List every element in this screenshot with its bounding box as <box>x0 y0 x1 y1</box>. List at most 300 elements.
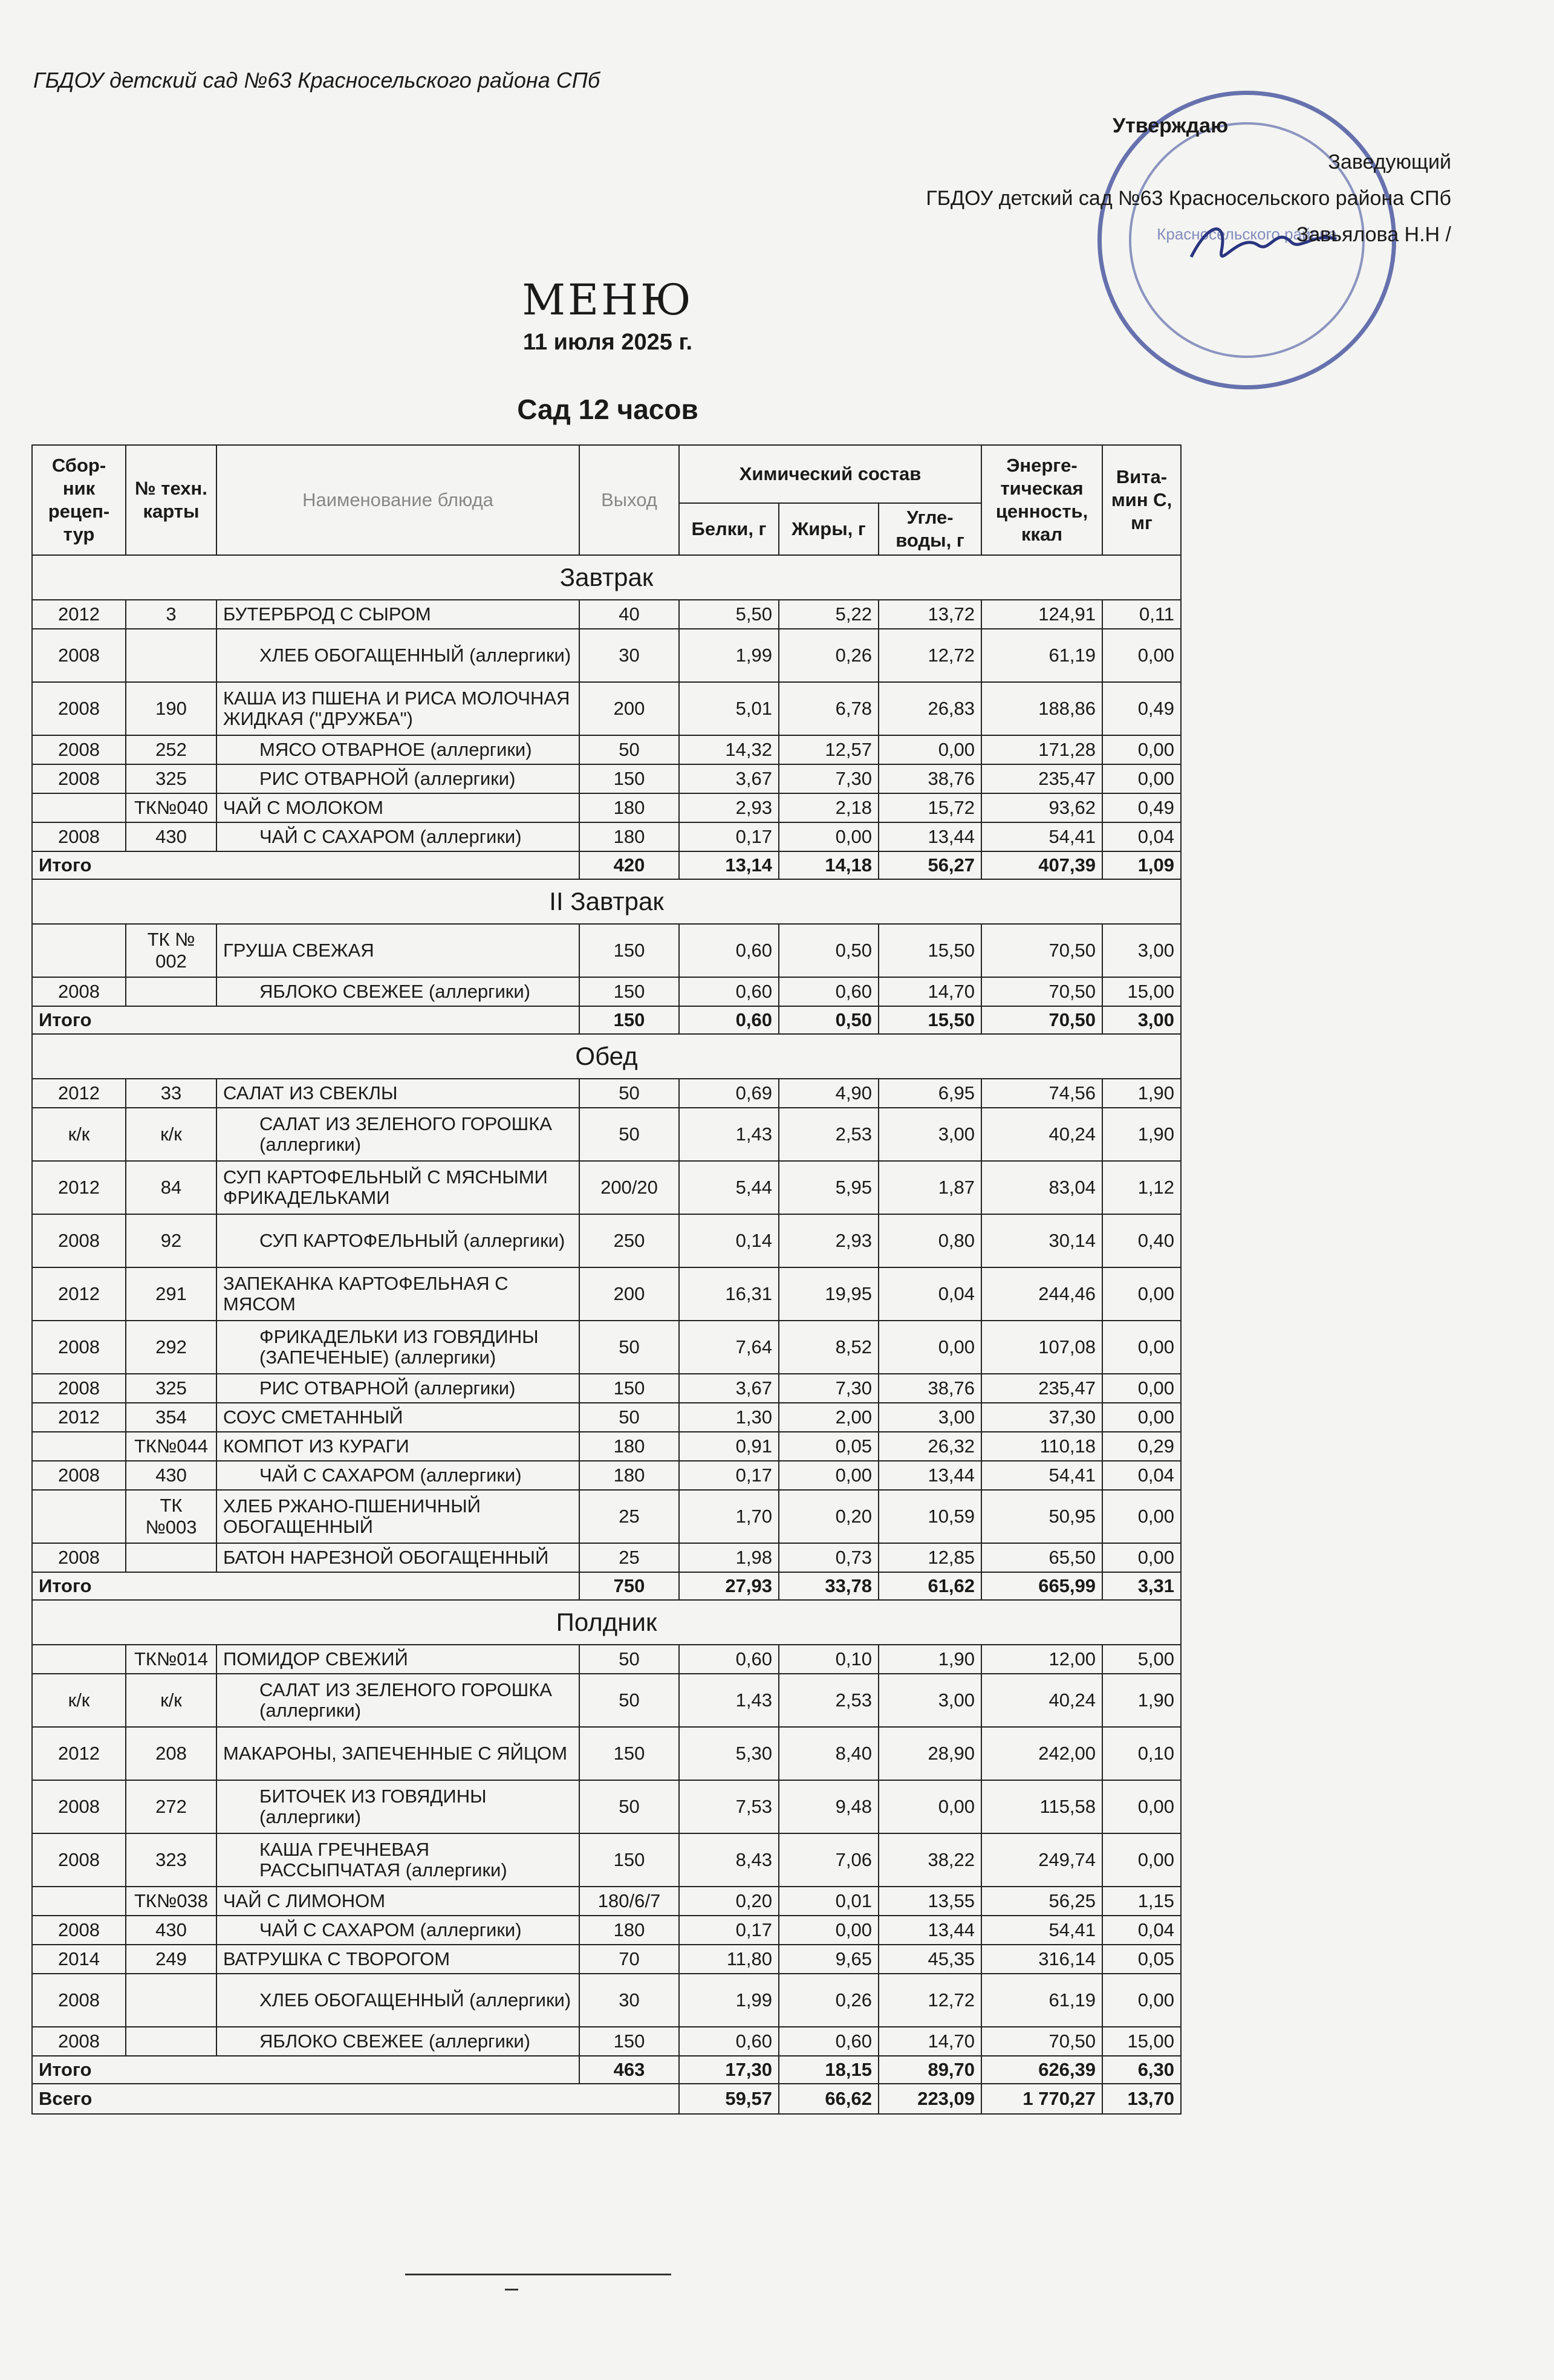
cell-card: 249 <box>126 1945 216 1974</box>
cell-dish: ЧАЙ С МОЛОКОМ <box>216 793 579 822</box>
cell-fat: 0,60 <box>779 977 879 1006</box>
cell-dish: ЧАЙ С САХАРОМ (аллергики) <box>216 1916 579 1945</box>
cell-collection: 2012 <box>32 1403 126 1432</box>
cell-dish: ГРУША СВЕЖАЯ <box>216 924 579 977</box>
cell-collection: 2008 <box>32 629 126 682</box>
cell-protein: 7,64 <box>679 1321 779 1374</box>
cell-dish: ЧАЙ С ЛИМОНОМ <box>216 1887 579 1916</box>
cell-fat: 0,00 <box>779 1461 879 1490</box>
table-row <box>32 1974 1181 2027</box>
cell-carbs: 3,00 <box>879 1403 981 1432</box>
cell-card: 325 <box>126 764 216 793</box>
total-fat: 18,15 <box>779 2056 879 2084</box>
total-label: Итого <box>32 1572 579 1600</box>
cell-vitamin: 0,00 <box>1102 1374 1181 1403</box>
table-row <box>32 822 1181 851</box>
cell-portion: 180/6/7 <box>579 1887 679 1916</box>
cell-carbs: 0,00 <box>879 1780 981 1833</box>
menu-date: 11 июля 2025 г. <box>522 330 693 355</box>
cell-fat: 0,00 <box>779 822 879 851</box>
cell-card: 3 <box>126 600 216 629</box>
cell-card: ТК№040 <box>126 793 216 822</box>
cell-card: 292 <box>126 1321 216 1374</box>
cell-card: 430 <box>126 1461 216 1490</box>
table-row <box>32 682 1181 735</box>
total-carbs: 61,62 <box>879 1572 981 1600</box>
cell-collection <box>32 924 126 977</box>
cell-portion: 50 <box>579 1079 679 1108</box>
cell-energy: 249,74 <box>981 1833 1102 1887</box>
cell-protein: 5,50 <box>679 600 779 629</box>
total-portion: 750 <box>579 1572 679 1600</box>
cell-portion: 50 <box>579 1674 679 1727</box>
cell-vitamin: 1,90 <box>1102 1108 1181 1161</box>
cell-dish: КОМПОТ ИЗ КУРАГИ <box>216 1432 579 1461</box>
cell-carbs: 38,22 <box>879 1833 981 1887</box>
cell-collection: 2008 <box>32 682 126 735</box>
cell-vitamin: 15,00 <box>1102 2027 1181 2056</box>
cell-portion: 150 <box>579 2027 679 2056</box>
cell-card: ТК№044 <box>126 1432 216 1461</box>
cell-energy: 235,47 <box>981 764 1102 793</box>
cell-collection: 2012 <box>32 600 126 629</box>
cell-energy: 70,50 <box>981 977 1102 1006</box>
cell-card <box>126 2027 216 2056</box>
menu-body <box>32 555 1181 2114</box>
cell-fat: 2,53 <box>779 1108 879 1161</box>
cell-dish: СОУС СМЕТАННЫЙ <box>216 1403 579 1432</box>
cell-portion: 50 <box>579 1321 679 1374</box>
cell-protein: 0,69 <box>679 1079 779 1108</box>
cell-collection: 2014 <box>32 1945 126 1974</box>
cell-portion: 50 <box>579 1780 679 1833</box>
table-row <box>32 735 1181 764</box>
cell-portion: 150 <box>579 1833 679 1887</box>
cell-energy: 54,41 <box>981 1461 1102 1490</box>
cell-portion: 150 <box>579 924 679 977</box>
footer-line <box>405 2274 671 2275</box>
cell-protein: 3,67 <box>679 764 779 793</box>
cell-energy: 40,24 <box>981 1108 1102 1161</box>
cell-protein: 0,14 <box>679 1214 779 1267</box>
cell-protein: 1,99 <box>679 1974 779 2027</box>
cell-protein: 8,43 <box>679 1833 779 1887</box>
cell-fat: 9,65 <box>779 1945 879 1974</box>
total-protein: 17,30 <box>679 2056 779 2084</box>
grand-total-energy: 1 770,27 <box>981 2084 1102 2114</box>
table-row <box>32 1403 1181 1432</box>
cell-energy: 242,00 <box>981 1727 1102 1780</box>
cell-carbs: 0,00 <box>879 1321 981 1374</box>
cell-collection: 2012 <box>32 1079 126 1108</box>
cell-energy: 171,28 <box>981 735 1102 764</box>
approval-name: Завьялова Н.Н / <box>1296 223 1451 246</box>
cell-portion: 50 <box>579 735 679 764</box>
cell-card: к/к <box>126 1108 216 1161</box>
cell-collection: 2008 <box>32 1833 126 1887</box>
cell-carbs: 26,83 <box>879 682 981 735</box>
table-row <box>32 1461 1181 1490</box>
table-row <box>32 1374 1181 1403</box>
total-carbs: 56,27 <box>879 851 981 879</box>
cell-dish: СУП КАРТОФЕЛЬНЫЙ С МЯСНЫМИ ФРИКАДЕЛЬКАМИ <box>216 1161 579 1214</box>
cell-card: 33 <box>126 1079 216 1108</box>
col-carbs: Угле-воды, г <box>879 503 981 555</box>
table-row <box>32 1543 1181 1572</box>
cell-collection: 2012 <box>32 1161 126 1214</box>
cell-carbs: 14,70 <box>879 977 981 1006</box>
cell-vitamin: 0,49 <box>1102 793 1181 822</box>
cell-dish: РИС ОТВАРНОЙ (аллергики) <box>216 764 579 793</box>
cell-energy: 56,25 <box>981 1887 1102 1916</box>
cell-protein: 11,80 <box>679 1945 779 1974</box>
cell-collection <box>32 1490 126 1543</box>
col-collection: Сбор-ник рецеп-тур <box>32 445 126 555</box>
cell-vitamin: 15,00 <box>1102 977 1181 1006</box>
cell-portion: 180 <box>579 1461 679 1490</box>
total-protein: 13,14 <box>679 851 779 879</box>
cell-carbs: 12,72 <box>879 629 981 682</box>
cell-portion: 250 <box>579 1214 679 1267</box>
cell-dish: САЛАТ ИЗ СВЕКЛЫ <box>216 1079 579 1108</box>
cell-dish: САЛАТ ИЗ ЗЕЛЕНОГО ГОРОШКА (аллергики) <box>216 1108 579 1161</box>
table-row <box>32 764 1181 793</box>
cell-dish: ЧАЙ С САХАРОМ (аллергики) <box>216 822 579 851</box>
menu-table <box>31 444 1182 2115</box>
cell-energy: 124,91 <box>981 600 1102 629</box>
cell-vitamin: 0,49 <box>1102 682 1181 735</box>
cell-energy: 61,19 <box>981 1974 1102 2027</box>
total-portion: 463 <box>579 2056 679 2084</box>
cell-dish: МЯСО ОТВАРНОЕ (аллергики) <box>216 735 579 764</box>
cell-protein: 0,17 <box>679 822 779 851</box>
cell-portion: 30 <box>579 1974 679 2027</box>
cell-protein: 1,70 <box>679 1490 779 1543</box>
col-card: № техн. карты <box>126 445 216 555</box>
cell-carbs: 13,55 <box>879 1887 981 1916</box>
cell-collection <box>32 1887 126 1916</box>
cell-carbs: 13,44 <box>879 822 981 851</box>
cell-vitamin: 0,00 <box>1102 1833 1181 1887</box>
cell-energy: 40,24 <box>981 1674 1102 1727</box>
cell-collection: 2008 <box>32 1974 126 2027</box>
cell-fat: 0,05 <box>779 1432 879 1461</box>
cell-fat: 0,01 <box>779 1887 879 1916</box>
cell-fat: 5,22 <box>779 600 879 629</box>
cell-carbs: 12,72 <box>879 1974 981 2027</box>
total-energy: 70,50 <box>981 1006 1102 1034</box>
cell-card <box>126 1543 216 1572</box>
cell-fat: 2,00 <box>779 1403 879 1432</box>
cell-portion: 150 <box>579 764 679 793</box>
total-vitamin: 3,31 <box>1102 1572 1181 1600</box>
cell-vitamin: 0,29 <box>1102 1432 1181 1461</box>
cell-protein: 0,60 <box>679 2027 779 2056</box>
cell-collection <box>32 1645 126 1674</box>
cell-fat: 6,78 <box>779 682 879 735</box>
cell-vitamin: 0,40 <box>1102 1214 1181 1267</box>
cell-fat: 2,18 <box>779 793 879 822</box>
approval-block <box>907 108 1451 253</box>
cell-fat: 0,00 <box>779 1916 879 1945</box>
grand-total-label: Всего <box>32 2084 679 2114</box>
total-energy: 665,99 <box>981 1572 1102 1600</box>
table-row <box>32 1945 1181 1974</box>
grand-total-carbs: 223,09 <box>879 2084 981 2114</box>
cell-collection: 2008 <box>32 977 126 1006</box>
cell-energy: 93,62 <box>981 793 1102 822</box>
cell-portion: 25 <box>579 1543 679 1572</box>
cell-carbs: 15,50 <box>879 924 981 977</box>
cell-vitamin: 1,90 <box>1102 1674 1181 1727</box>
cell-dish: ЯБЛОКО СВЕЖЕЕ (аллергики) <box>216 977 579 1006</box>
cell-carbs: 13,44 <box>879 1916 981 1945</box>
cell-fat: 5,95 <box>779 1161 879 1214</box>
total-vitamin: 6,30 <box>1102 2056 1181 2084</box>
total-carbs: 15,50 <box>879 1006 981 1034</box>
table-row <box>32 1833 1181 1887</box>
cell-energy: 12,00 <box>981 1645 1102 1674</box>
total-carbs: 89,70 <box>879 2056 981 2084</box>
cell-energy: 70,50 <box>981 924 1102 977</box>
cell-dish: ПОМИДОР СВЕЖИЙ <box>216 1645 579 1674</box>
cell-vitamin: 0,04 <box>1102 822 1181 851</box>
section-row <box>32 1600 1181 1645</box>
table-row <box>32 977 1181 1006</box>
cell-energy: 70,50 <box>981 2027 1102 2056</box>
cell-protein: 0,20 <box>679 1887 779 1916</box>
section-title: Полдник <box>32 1600 1181 1645</box>
cell-portion: 150 <box>579 1727 679 1780</box>
cell-protein: 14,32 <box>679 735 779 764</box>
cell-collection: 2012 <box>32 1727 126 1780</box>
cell-protein: 0,60 <box>679 924 779 977</box>
cell-vitamin: 0,05 <box>1102 1945 1181 1974</box>
cell-collection: 2008 <box>32 1321 126 1374</box>
cell-portion: 180 <box>579 1916 679 1945</box>
cell-energy: 65,50 <box>981 1543 1102 1572</box>
cell-protein: 7,53 <box>679 1780 779 1833</box>
cell-collection: 2008 <box>32 1214 126 1267</box>
table-row <box>32 1916 1181 1945</box>
cell-fat: 0,60 <box>779 2027 879 2056</box>
cell-collection: 2008 <box>32 1916 126 1945</box>
table-row <box>32 1161 1181 1214</box>
stamp-text: Красносельского района <box>1157 225 1337 243</box>
cell-protein: 0,91 <box>679 1432 779 1461</box>
cell-vitamin: 3,00 <box>1102 924 1181 977</box>
cell-portion: 150 <box>579 1374 679 1403</box>
cell-energy: 37,30 <box>981 1403 1102 1432</box>
total-vitamin: 1,09 <box>1102 851 1181 879</box>
cell-portion: 30 <box>579 629 679 682</box>
cell-fat: 9,48 <box>779 1780 879 1833</box>
cell-protein: 5,01 <box>679 682 779 735</box>
cell-dish: ФРИКАДЕЛЬКИ ИЗ ГОВЯДИНЫ (ЗАПЕЧЕНЫЕ) (аллергики) <box>216 1321 579 1374</box>
section-title: Завтрак <box>32 555 1181 600</box>
cell-card: ТК № 002 <box>126 924 216 977</box>
cell-vitamin: 0,00 <box>1102 1974 1181 2027</box>
total-row <box>32 1006 1181 1034</box>
cell-vitamin: 0,00 <box>1102 1403 1181 1432</box>
total-protein: 27,93 <box>679 1572 779 1600</box>
cell-card: 323 <box>126 1833 216 1887</box>
total-label: Итого <box>32 851 579 879</box>
grand-total-fat: 66,62 <box>779 2084 879 2114</box>
cell-portion: 180 <box>579 1432 679 1461</box>
cell-protein: 2,93 <box>679 793 779 822</box>
cell-vitamin: 0,00 <box>1102 1780 1181 1833</box>
cell-energy: 54,41 <box>981 822 1102 851</box>
cell-vitamin: 0,04 <box>1102 1461 1181 1490</box>
table-row <box>32 1267 1181 1321</box>
cell-protein: 1,99 <box>679 629 779 682</box>
cell-vitamin: 0,11 <box>1102 600 1181 629</box>
cell-fat: 7,30 <box>779 1374 879 1403</box>
total-fat: 14,18 <box>779 851 879 879</box>
table-row <box>32 1887 1181 1916</box>
total-portion: 150 <box>579 1006 679 1034</box>
total-row <box>32 1572 1181 1600</box>
cell-protein: 5,44 <box>679 1161 779 1214</box>
section-row <box>32 879 1181 924</box>
cell-energy: 50,95 <box>981 1490 1102 1543</box>
cell-portion: 50 <box>579 1108 679 1161</box>
table-row <box>32 1674 1181 1727</box>
cell-collection: к/к <box>32 1108 126 1161</box>
cell-dish: КАША ИЗ ПШЕНА И РИСА МОЛОЧНАЯ ЖИДКАЯ ("ДРУЖБА") <box>216 682 579 735</box>
cell-card: 430 <box>126 1916 216 1945</box>
cell-vitamin: 0,00 <box>1102 1490 1181 1543</box>
table-row <box>32 600 1181 629</box>
cell-energy: 74,56 <box>981 1079 1102 1108</box>
cell-collection: 2008 <box>32 764 126 793</box>
table-row <box>32 2027 1181 2056</box>
cell-collection: к/к <box>32 1674 126 1727</box>
cell-vitamin: 0,00 <box>1102 1267 1181 1321</box>
col-energy: Энерге-тическая ценность, ккал <box>981 445 1102 555</box>
cell-card: 325 <box>126 1374 216 1403</box>
cell-protein: 5,30 <box>679 1727 779 1780</box>
cell-fat: 12,57 <box>779 735 879 764</box>
cell-dish: ХЛЕБ ОБОГАЩЕННЫЙ (аллергики) <box>216 1974 579 2027</box>
cell-energy: 30,14 <box>981 1214 1102 1267</box>
cell-carbs: 1,87 <box>879 1161 981 1214</box>
cell-card: 354 <box>126 1403 216 1432</box>
cell-portion: 50 <box>579 1645 679 1674</box>
cell-carbs: 38,76 <box>879 1374 981 1403</box>
cell-card: 272 <box>126 1780 216 1833</box>
cell-collection: 2008 <box>32 1780 126 1833</box>
cell-collection: 2008 <box>32 1461 126 1490</box>
cell-card: 92 <box>126 1214 216 1267</box>
table-row <box>32 1321 1181 1374</box>
cell-fat: 0,73 <box>779 1543 879 1572</box>
cell-protein: 16,31 <box>679 1267 779 1321</box>
cell-protein: 0,60 <box>679 1645 779 1674</box>
cell-carbs: 13,72 <box>879 600 981 629</box>
cell-energy: 316,14 <box>981 1945 1102 1974</box>
cell-fat: 7,06 <box>779 1833 879 1887</box>
cell-carbs: 38,76 <box>879 764 981 793</box>
cell-fat: 0,20 <box>779 1490 879 1543</box>
footer-dash <box>505 2289 518 2291</box>
table-row <box>32 1645 1181 1674</box>
cell-carbs: 13,44 <box>879 1461 981 1490</box>
total-vitamin: 3,00 <box>1102 1006 1181 1034</box>
cell-fat: 4,90 <box>779 1079 879 1108</box>
cell-protein: 1,43 <box>679 1108 779 1161</box>
cell-collection <box>32 793 126 822</box>
table-row <box>32 1432 1181 1461</box>
total-energy: 407,39 <box>981 851 1102 879</box>
cell-carbs: 3,00 <box>879 1108 981 1161</box>
cell-dish: ЯБЛОКО СВЕЖЕЕ (аллергики) <box>216 2027 579 2056</box>
cell-protein: 3,67 <box>679 1374 779 1403</box>
table-row <box>32 1727 1181 1780</box>
cell-fat: 7,30 <box>779 764 879 793</box>
cell-card: ТК№038 <box>126 1887 216 1916</box>
cell-dish: БИТОЧЕК ИЗ ГОВЯДИНЫ (аллергики) <box>216 1780 579 1833</box>
cell-portion: 180 <box>579 793 679 822</box>
cell-protein: 1,98 <box>679 1543 779 1572</box>
section-row <box>32 1034 1181 1079</box>
cell-protein: 0,60 <box>679 977 779 1006</box>
cell-collection: 2008 <box>32 735 126 764</box>
section-title: II Завтрак <box>32 879 1181 924</box>
cell-fat: 0,26 <box>779 1974 879 2027</box>
cell-collection: 2008 <box>32 822 126 851</box>
cell-carbs: 0,00 <box>879 735 981 764</box>
grand-total-protein: 59,57 <box>679 2084 779 2114</box>
cell-dish: МАКАРОНЫ, ЗАПЕЧЕННЫЕ С ЯЙЦОМ <box>216 1727 579 1780</box>
approval-title: Утверждаю <box>1113 114 1229 137</box>
cell-card: 291 <box>126 1267 216 1321</box>
col-dish: Наименование блюда <box>216 445 579 555</box>
col-fat: Жиры, г <box>779 503 879 555</box>
table-row <box>32 1108 1181 1161</box>
total-portion: 420 <box>579 851 679 879</box>
cell-carbs: 12,85 <box>879 1543 981 1572</box>
table-row <box>32 924 1181 977</box>
cell-dish: БУТЕРБРОД С СЫРОМ <box>216 600 579 629</box>
cell-portion: 50 <box>579 1403 679 1432</box>
cell-carbs: 3,00 <box>879 1674 981 1727</box>
cell-protein: 0,17 <box>679 1916 779 1945</box>
cell-carbs: 0,80 <box>879 1214 981 1267</box>
cell-fat: 2,53 <box>779 1674 879 1727</box>
cell-dish: КАША ГРЕЧНЕВАЯ РАССЫПЧАТАЯ (аллергики) <box>216 1833 579 1887</box>
cell-card: ТК №003 <box>126 1490 216 1543</box>
cell-carbs: 0,04 <box>879 1267 981 1321</box>
cell-dish: ВАТРУШКА С ТВОРОГОМ <box>216 1945 579 1974</box>
cell-carbs: 14,70 <box>879 2027 981 2056</box>
total-label: Итого <box>32 2056 579 2084</box>
cell-carbs: 6,95 <box>879 1079 981 1108</box>
cell-vitamin: 0,00 <box>1102 1543 1181 1572</box>
cell-fat: 0,50 <box>779 924 879 977</box>
cell-energy: 115,58 <box>981 1780 1102 1833</box>
cell-dish: ЗАПЕКАНКА КАРТОФЕЛЬНАЯ С МЯСОМ <box>216 1267 579 1321</box>
cell-vitamin: 0,04 <box>1102 1916 1181 1945</box>
total-fat: 0,50 <box>779 1006 879 1034</box>
section-row <box>32 555 1181 600</box>
cell-energy: 54,41 <box>981 1916 1102 1945</box>
cell-dish: САЛАТ ИЗ ЗЕЛЕНОГО ГОРОШКА (аллергики) <box>216 1674 579 1727</box>
table-row <box>32 793 1181 822</box>
col-portion: Выход <box>579 445 679 555</box>
section-title: Обед <box>32 1034 1181 1079</box>
